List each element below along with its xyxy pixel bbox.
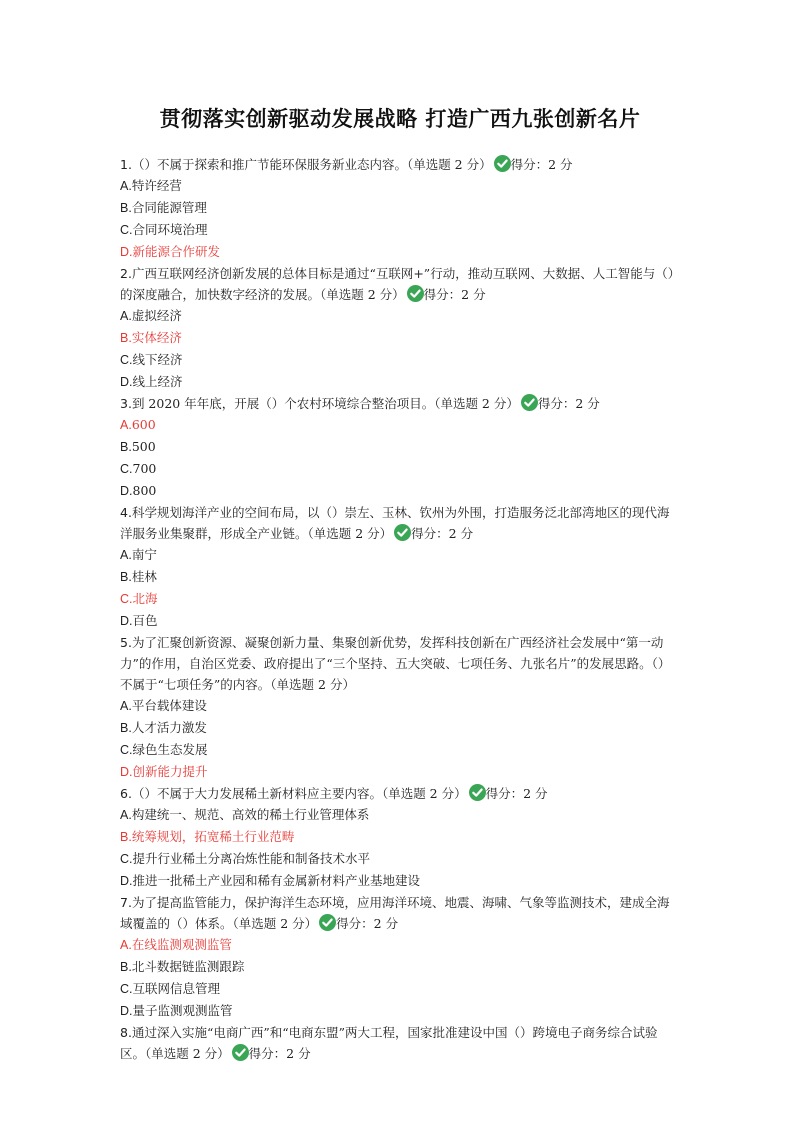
option-letter: C. [120, 592, 133, 606]
question-text [120, 783, 680, 804]
answer-option [120, 826, 680, 848]
option-text: 互联网信息管理 [132, 981, 221, 996]
option-letter: B. [120, 830, 132, 844]
question-meta [382, 786, 548, 801]
checkmark-icon [232, 1044, 249, 1061]
question-list [120, 154, 680, 1064]
question-type: （单选题 2 分） [232, 916, 318, 931]
option-text: 线下经济 [132, 352, 183, 367]
answer-option [120, 219, 680, 241]
document-title: 贯彻落实创新驱动发展战略 打造广西九张创新名片 [159, 107, 641, 131]
question-score: 得分：2 分 [537, 396, 600, 411]
question-score: 得分：2 分 [248, 1046, 311, 1061]
question-score: 得分：2 分 [411, 526, 474, 541]
option-text: 虚拟经济 [131, 308, 182, 323]
option-text: 合同环境治理 [132, 222, 208, 237]
question-meta [320, 287, 486, 302]
answer-option [120, 956, 680, 978]
option-letter: D. [120, 375, 133, 389]
question-item [120, 263, 680, 393]
question-body: 通过深入实施“电商广西”和“电商东盟”两大工程，国家批准建设中国（）跨境电子商务综合试验区。 [120, 1025, 658, 1061]
option-letter: A. [120, 699, 132, 713]
option-text: 在线监测观测监管 [131, 937, 232, 952]
option-letter: C. [120, 743, 133, 757]
question-body: 到 2020 年年底，开展（）个农村环境综合整治项目。 [131, 396, 435, 411]
question-text [120, 632, 680, 695]
question-text [120, 263, 680, 305]
option-text: 新能源合作研发 [132, 244, 221, 259]
option-text: 构建统一、规范、高效的稀土行业管理体系 [131, 807, 370, 822]
question-item [120, 632, 680, 783]
answer-option [120, 436, 680, 458]
question-body: 为了汇聚创新资源、凝聚创新力量、集聚创新优势，发挥科技创新在广西经济社会发展中“第一动力”的作用，自治区党委、政府提出了“三个坚持、五大突破、七项任务、九张名片”的发展思路。（）不属于“七项任务”的内容。 [120, 635, 671, 692]
question-text [120, 154, 680, 175]
option-letter: D. [120, 874, 133, 888]
answer-option [120, 241, 680, 263]
option-text: 百色 [132, 613, 158, 628]
option-letter: B. [120, 201, 132, 215]
question-type: （单选题 2 分） [270, 677, 355, 692]
question-item [120, 502, 680, 632]
option-letter: A. [120, 808, 132, 822]
checkmark-icon [494, 155, 511, 172]
question-item [120, 154, 680, 263]
option-letter: A. [120, 179, 132, 193]
answer-option [120, 739, 680, 761]
option-letter: C. [120, 353, 133, 367]
answer-option [120, 349, 680, 371]
answer-option [120, 848, 680, 870]
answer-option [120, 934, 680, 956]
answer-option [120, 566, 680, 588]
question-score: 得分：2 分 [510, 157, 573, 172]
question-text [120, 393, 680, 414]
question-type: （单选题 2 分） [381, 786, 467, 801]
question-number: 6. [120, 786, 132, 801]
question-item [120, 1022, 680, 1064]
question-type: （单选题 2 分） [434, 396, 519, 411]
checkmark-icon [469, 784, 486, 801]
option-letter: D. [120, 614, 133, 628]
option-letter: A. [120, 548, 132, 562]
question-meta [270, 677, 355, 692]
question-number: 7. [120, 895, 132, 910]
question-meta [233, 916, 399, 931]
option-letter: D. [120, 245, 133, 259]
question-number: 2. [120, 266, 132, 281]
checkmark-icon [319, 914, 336, 931]
option-letter: A. [120, 309, 132, 323]
answer-option [120, 458, 680, 480]
option-text: 桂林 [131, 569, 157, 584]
answer-option [120, 414, 680, 436]
option-text: 北海 [132, 591, 158, 606]
answer-option [120, 327, 680, 349]
option-text: 创新能力提升 [132, 764, 208, 779]
option-text: 人才活力激发 [131, 720, 207, 735]
option-text: 800 [132, 483, 157, 498]
question-item [120, 892, 680, 1022]
question-item [120, 393, 680, 502]
question-body: （）不属于大力发展稀土新材料应主要内容。 [131, 786, 382, 801]
option-letter: A. [120, 938, 132, 952]
option-text: 北斗数据链监测跟踪 [131, 959, 245, 974]
option-text: 700 [132, 461, 157, 476]
option-letter: D. [120, 1004, 133, 1018]
answer-option [120, 761, 680, 783]
question-type: （单选题 2 分） [406, 157, 492, 172]
option-text: 南宁 [131, 547, 157, 562]
answer-option [120, 305, 680, 327]
option-text: 提升行业稀土分离冶炼性能和制备技术水平 [132, 851, 371, 866]
question-type: （单选题 2 分） [307, 526, 393, 541]
option-letter: B. [120, 570, 132, 584]
option-letter: B. [120, 331, 132, 345]
option-text: 实体经济 [131, 330, 182, 345]
option-letter: C. [120, 852, 133, 866]
question-score: 得分：2 分 [423, 287, 486, 302]
option-text: 量子监测观测监管 [132, 1003, 233, 1018]
option-letter: C. [120, 462, 133, 476]
question-body: 为了提高监管能力，保护海洋生态环境，应用海洋环境、地震、海啸、气象等监测技术，建成全海域覆盖的（）体系。 [120, 895, 670, 931]
answer-option [120, 717, 680, 739]
question-text [120, 892, 680, 934]
answer-option [120, 175, 680, 197]
question-number: 3. [120, 396, 132, 411]
answer-option [120, 804, 680, 826]
option-letter: D. [120, 484, 133, 498]
answer-option [120, 197, 680, 219]
option-letter: A. [120, 418, 132, 432]
option-text: 统筹规划，拓宽稀土行业范畴 [131, 829, 295, 844]
answer-option [120, 610, 680, 632]
option-letter: C. [120, 982, 133, 996]
answer-option [120, 695, 680, 717]
answer-option [120, 978, 680, 1000]
question-number: 5. [120, 635, 132, 650]
question-score: 得分：2 分 [485, 786, 548, 801]
option-text: 600 [131, 417, 156, 432]
question-number: 8. [120, 1025, 132, 1040]
option-letter: C. [120, 223, 133, 237]
answer-option [120, 1000, 680, 1022]
checkmark-icon [394, 524, 411, 541]
question-text [120, 1022, 680, 1064]
question-item [120, 783, 680, 892]
option-text: 推进一批稀土产业园和稀有金属新材料产业基地建设 [132, 873, 421, 888]
question-body: 广西互联网经济创新发展的总体目标是通过“互联网+”行动，推动互联网、大数据、人工智能与（）的深度融合，加快数字经济的发展。 [120, 266, 674, 302]
question-number: 4. [120, 505, 132, 520]
question-meta [145, 1046, 311, 1061]
question-type: （单选题 2 分） [145, 1046, 230, 1061]
question-text [120, 502, 680, 544]
question-score: 得分：2 分 [336, 916, 399, 931]
option-letter: B. [120, 960, 132, 974]
question-meta [434, 396, 600, 411]
option-text: 绿色生态发展 [132, 742, 208, 757]
question-number: 1. [120, 157, 132, 172]
option-text: 特许经营 [131, 178, 182, 193]
answer-option [120, 588, 680, 610]
answer-option [120, 480, 680, 502]
option-letter: B. [120, 721, 132, 735]
checkmark-icon [521, 394, 538, 411]
question-body: （）不属于探索和推广节能环保服务新业态内容。 [131, 157, 407, 172]
option-text: 500 [131, 439, 156, 454]
answer-option [120, 870, 680, 892]
question-body: 科学规划海洋产业的空间布局，以（）崇左、玉林、钦州为外围，打造服务泛北部湾地区的现代海洋服务业集聚群，形成全产业链。 [120, 505, 670, 541]
question-type: （单选题 2 分） [320, 287, 405, 302]
option-text: 合同能源管理 [131, 200, 207, 215]
question-meta [407, 157, 573, 172]
answer-option [120, 371, 680, 393]
option-letter: B. [120, 440, 132, 454]
option-text: 线上经济 [132, 374, 183, 389]
option-letter: D. [120, 765, 133, 779]
checkmark-icon [407, 285, 424, 302]
question-meta [308, 526, 474, 541]
answer-option [120, 544, 680, 566]
option-text: 平台载体建设 [131, 698, 207, 713]
